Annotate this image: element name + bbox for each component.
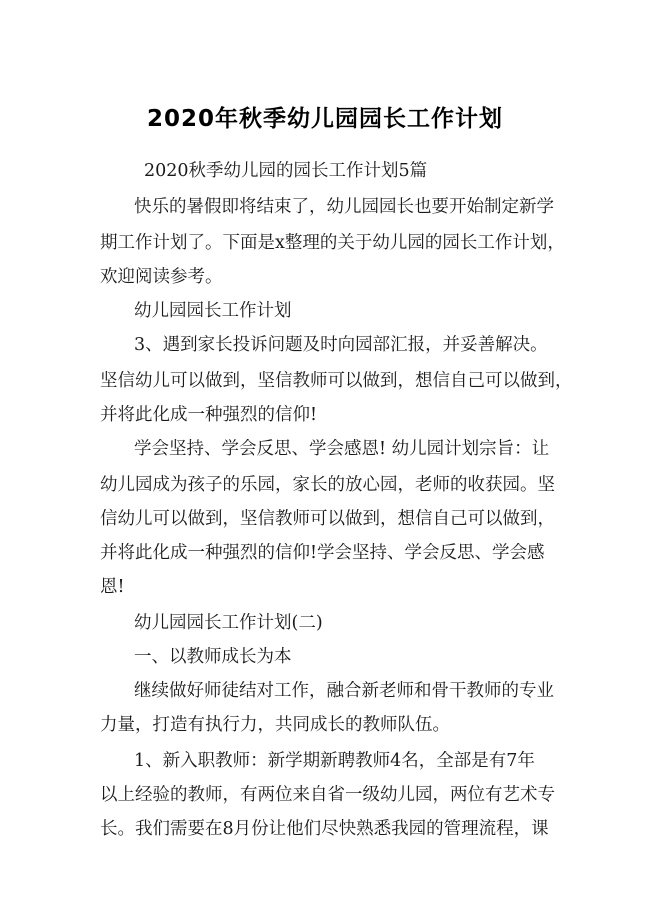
paragraph-line: 快乐的暑假即将结束了，幼儿园园长也要开始制定新学 bbox=[134, 197, 554, 217]
paragraph-line: 力量，打造有执行力，共同成长的教师队伍。 bbox=[100, 715, 450, 735]
paragraph-line: 并将此化成一种强烈的信仰!学会坚持、学会反思、学会感 bbox=[100, 543, 545, 563]
paragraph-line: 恩! bbox=[100, 577, 125, 597]
paragraph-line: 并将此化成一种强烈的信仰! bbox=[100, 405, 318, 425]
paragraph-line: 幼儿园成为孩子的乐园，家长的放心园，老师的收获园。坚 bbox=[100, 475, 555, 495]
paragraph-line: 期工作计划了。下面是x整理的关于幼儿园的园长工作计划， bbox=[100, 233, 565, 253]
paragraph-line: 1、新入职教师：新学期新聘教师4名，全部是有7年 bbox=[134, 751, 535, 771]
paragraph-line: 3、遇到家长投诉问题及时向园部汇报，并妥善解决。 bbox=[134, 335, 548, 355]
section-heading: 幼儿园园长工作计划(二) bbox=[134, 613, 323, 633]
paragraph-line: 坚信幼儿可以做到，坚信教师可以做到，想信自己可以做到， bbox=[100, 371, 573, 391]
document-title: 2020年秋季幼儿园园长工作计划 bbox=[146, 106, 503, 132]
paragraph-line: 学会坚持、学会反思、学会感恩! 幼儿园计划宗旨：让 bbox=[134, 439, 550, 459]
paragraph-line: 欢迎阅读参考。 bbox=[100, 267, 223, 287]
paragraph-line: 信幼儿可以做到，坚信教师可以做到，想信自己可以做到， bbox=[100, 509, 555, 529]
paragraph-line: 长。我们需要在8月份让他们尽快熟悉我园的管理流程，课 bbox=[100, 819, 549, 839]
paragraph-line: 以上经验的教师，有两位来自省一级幼儿园，两位有艺术专 bbox=[100, 785, 555, 805]
section-heading: 一、以教师成长为本 bbox=[134, 647, 292, 667]
paragraph-line: 继续做好师徒结对工作，融合新老师和骨干教师的专业 bbox=[134, 681, 554, 701]
subtitle-line: 2020秋季幼儿园的园长工作计划5篇 bbox=[144, 161, 428, 181]
section-heading: 幼儿园园长工作计划 bbox=[134, 301, 292, 321]
